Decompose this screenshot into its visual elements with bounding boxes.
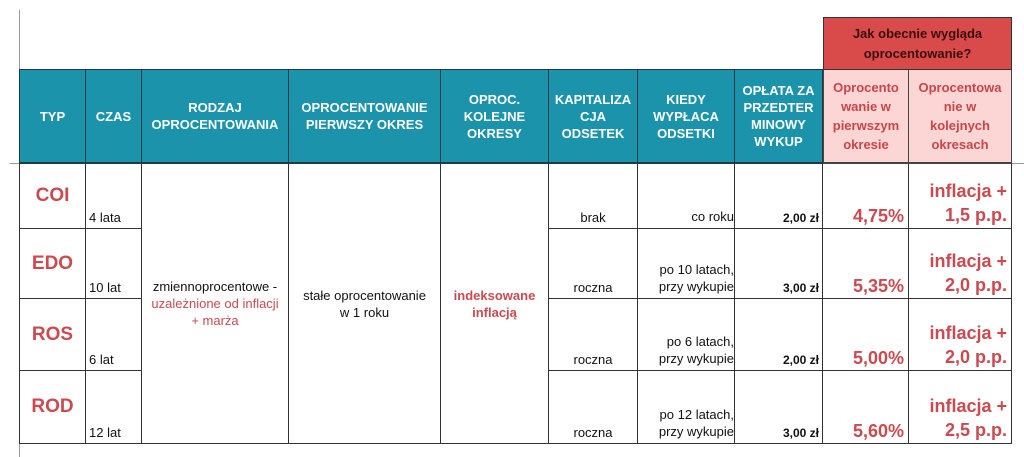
pierwszy-line1: stałe oprocentowanie — [303, 287, 426, 303]
row-ros-czas — [86, 299, 142, 371]
kiedy-line2: przy wykupie — [658, 351, 734, 366]
kolejne-merged-cell — [441, 164, 549, 444]
row-ros-kiedy — [638, 299, 735, 371]
row-edo-kolejne — [909, 229, 1012, 299]
kap-label: roczna — [573, 280, 613, 295]
sheet-gridline-right — [1011, 163, 1024, 164]
pierwszy-value: 5,60% — [852, 421, 904, 441]
row-edo-typ — [19, 229, 86, 299]
kiedy-line1: po 12 latach, — [659, 407, 734, 422]
header-kapitalizacja — [549, 69, 638, 164]
row-coi-oplata — [735, 164, 823, 229]
row-rod-kapitalizacja — [549, 371, 638, 444]
header-czas — [86, 69, 142, 164]
row-rod-oplata — [735, 371, 823, 444]
typ-label: COI — [35, 185, 70, 206]
kiedy-line1: po 6 latach, — [666, 334, 734, 349]
header-oplata-line3: MINOWY — [751, 117, 806, 132]
oplata-value: 2,00 zł — [782, 353, 819, 367]
kolejne-line1: inflacja + — [929, 251, 1007, 271]
header-oplata-line4: WYKUP — [754, 134, 803, 149]
typ-label: ROD — [31, 396, 74, 417]
pierwszy-value: 5,00% — [852, 348, 904, 368]
header-kiedy-line2: WYPŁACA — [653, 108, 719, 124]
row-rod-kolejne — [909, 371, 1012, 444]
header-ok-line3: kolejnych — [930, 118, 990, 133]
oplata-value: 3,00 zł — [782, 426, 819, 440]
header-op-line4: okresie — [843, 137, 889, 152]
header-kiedy-line1: KIEDY — [666, 91, 706, 107]
header-kolejne-line3: OKRESY — [467, 125, 522, 141]
header-kolejne-line1: OPROC. — [468, 91, 521, 107]
kap-label: brak — [580, 210, 606, 225]
header-obecnie-kolejne — [909, 70, 1012, 164]
header-pierwszy-okres — [289, 69, 441, 164]
kolejne-line1: inflacja + — [929, 323, 1007, 343]
pierwszy-merged-cell — [289, 164, 441, 444]
rodzaj-merged-cell — [142, 164, 289, 444]
czas-label: 10 lat — [89, 280, 121, 295]
row-rod-pierwszy — [823, 371, 909, 444]
row-coi-kiedy — [638, 164, 735, 229]
header-kolejne-okresy — [441, 69, 549, 164]
row-edo-pierwszy — [823, 229, 909, 299]
kiedy-line1: co roku — [691, 209, 734, 224]
header-kolejne-line2: KOLEJNE — [463, 108, 526, 124]
czas-label: 12 lat — [89, 425, 121, 440]
header-oplata-line2: PRZEDTER — [743, 100, 814, 115]
row-coi-kolejne — [909, 164, 1012, 229]
kap-label: roczna — [573, 352, 613, 367]
super-header-line2: oprocentowanie? — [863, 45, 972, 61]
row-rod-typ — [19, 371, 86, 444]
row-ros-typ — [19, 299, 86, 371]
header-rodzaj-line1: RODZAJ — [188, 100, 242, 115]
header-op-line3: pierwszym — [832, 118, 900, 133]
rodzaj-line3: + marża — [191, 313, 239, 328]
header-kiedy — [638, 69, 735, 164]
header-kiedy-line3: ODSETKI — [657, 125, 715, 141]
row-rod-czas — [86, 371, 142, 444]
oplata-value: 2,00 zł — [782, 211, 819, 225]
header-oplata — [735, 69, 823, 164]
header-kap-line2: CJA — [579, 108, 606, 124]
header-op-line2: wanie w — [841, 99, 891, 114]
kolejne-line2: 1,5 p.p. — [944, 205, 1007, 225]
row-edo-czas — [86, 229, 142, 299]
row-ros-pierwszy — [823, 299, 909, 371]
header-rodzaj — [142, 69, 289, 164]
typ-label: EDO — [31, 252, 74, 274]
row-coi-typ — [19, 164, 86, 229]
row-ros-kolejne — [909, 299, 1012, 371]
row-coi-czas — [86, 164, 142, 229]
kiedy-line2: przy wykupie — [658, 424, 734, 439]
header-pierwszy-line1: OPROCENTOWANIE — [301, 100, 428, 115]
pierwszy-line2: w 1 roku — [339, 304, 390, 320]
czas-label: 4 lata — [89, 210, 121, 225]
oplata-value: 3,00 zł — [782, 281, 819, 295]
kap-label: roczna — [573, 425, 613, 440]
kolejne-line1: inflacja + — [929, 181, 1007, 201]
row-edo-kapitalizacja — [549, 229, 638, 299]
header-obecnie-pierwszy — [823, 70, 909, 164]
kiedy-line2: przy wykupie — [658, 279, 734, 294]
row-coi-kapitalizacja — [549, 164, 638, 229]
row-rod-kiedy — [638, 371, 735, 444]
header-kap-line3: ODSETEK — [561, 125, 625, 141]
current-rates-super-header — [823, 17, 1012, 70]
kolejne-line1: indeksowane — [453, 287, 536, 303]
row-ros-oplata — [735, 299, 823, 371]
header-op-line1: Oprocento — [833, 80, 899, 95]
super-header-line1: Jak obecnie wygląda — [852, 25, 983, 41]
row-edo-kiedy — [638, 229, 735, 299]
header-ok-line1: Oprocentowa — [918, 80, 1002, 95]
header-ok-line4: okresach — [931, 137, 989, 152]
row-edo-oplata — [735, 229, 823, 299]
kolejne-line1: inflacja + — [929, 396, 1007, 416]
kiedy-line1: po 10 latach, — [659, 262, 734, 277]
header-typ — [19, 69, 86, 164]
header-czas-label: CZAS — [95, 108, 132, 124]
header-typ-label: TYP — [39, 108, 66, 124]
header-oplata-line1: OPŁATA ZA — [742, 83, 815, 98]
header-kap-line1: KAPITALIZA — [554, 91, 632, 107]
kolejne-line2: 2,0 p.p. — [944, 275, 1007, 295]
header-ok-line2: nie w — [943, 99, 977, 114]
kolejne-line2: inflacją — [472, 304, 517, 320]
kolejne-line2: 2,5 p.p. — [944, 420, 1007, 440]
pierwszy-value: 5,35% — [852, 276, 904, 296]
rodzaj-line1: zmiennoprocentowe - — [152, 279, 278, 294]
kolejne-line2: 2,0 p.p. — [944, 347, 1007, 367]
rodzaj-line2: uzależnione od inflacji — [151, 296, 279, 311]
row-coi-pierwszy — [823, 164, 909, 229]
pierwszy-value: 4,75% — [852, 206, 904, 226]
header-rodzaj-line2: OPROCENTOWANIA — [151, 117, 279, 132]
row-ros-kapitalizacja — [549, 299, 638, 371]
czas-label: 6 lat — [89, 352, 114, 367]
header-pierwszy-line2: PIERWSZY OKRES — [305, 117, 424, 132]
typ-label: ROS — [31, 323, 74, 345]
